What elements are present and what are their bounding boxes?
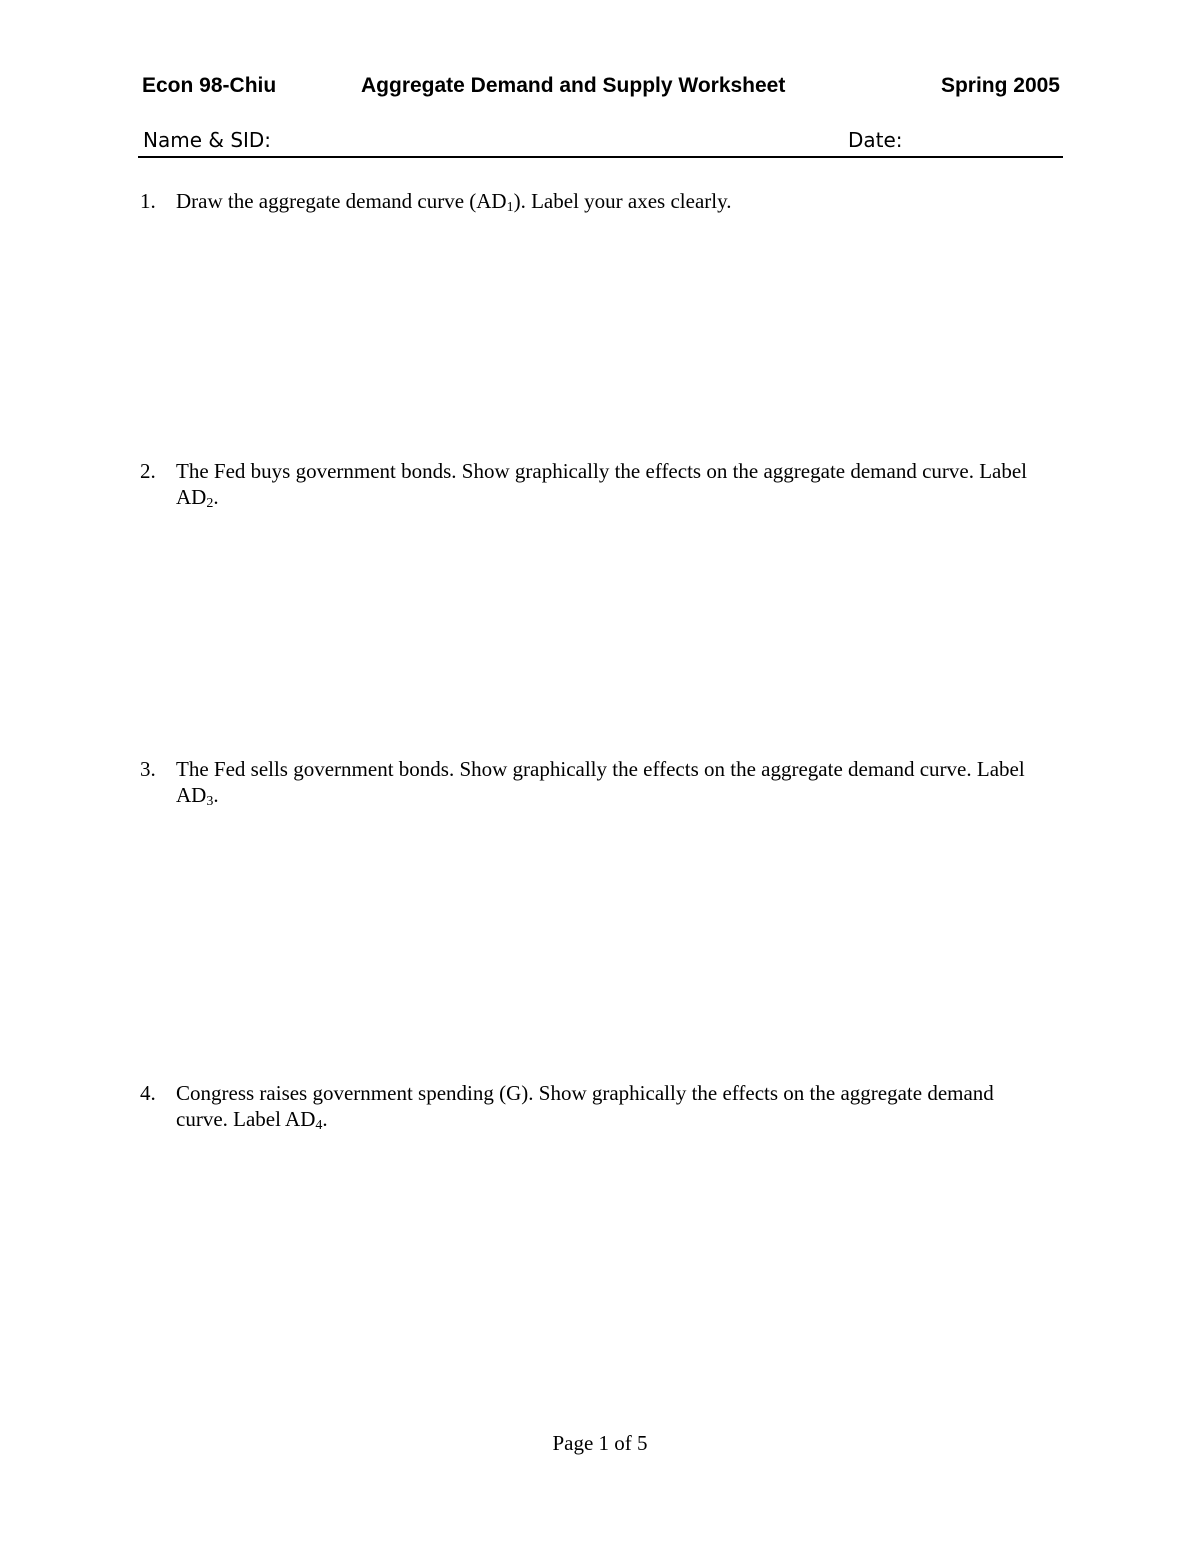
- question-text: The Fed sells government bonds. Show graphically the effects on the aggregate demand curve. Label $AD_3$.: [176, 757, 1025, 809]
- subscript: 3: [206, 794, 214, 809]
- question-text: The Fed buys government bonds. Show graphically the effects on the aggregate demand curve. Label $AD_2$.: [176, 459, 1028, 511]
- page-number: Page 1 of 5: [552, 1431, 648, 1455]
- question-number: 2.: [140, 459, 156, 483]
- question-text: Congress raises government spending (G). Show graphically the effects on the aggregate demand curve. Label $AD_4$.: [176, 1081, 994, 1133]
- worksheet-title: Aggregate Demand and Supply Worksheet: [361, 74, 786, 97]
- question-number: 4.: [140, 1081, 156, 1105]
- subscript: 2: [206, 496, 214, 511]
- question-text: Draw the aggregate demand curve $(AD_1)$. Label your axes clearly.: [176, 189, 732, 215]
- question-number: 3.: [140, 757, 156, 781]
- name-sid-label: Name & SID:: [143, 128, 272, 152]
- question-1: [140, 188, 1040, 214]
- date-label: Date:: [848, 128, 903, 152]
- question-number: 1.: [140, 189, 156, 213]
- page-header: [142, 70, 1060, 102]
- question-3: [140, 756, 1040, 808]
- term-label: Spring 2005: [940, 74, 1060, 97]
- course-name: Econ 98-Chiu: [142, 74, 277, 97]
- subscript: 1: [506, 200, 514, 215]
- subscript: 4: [315, 1118, 323, 1133]
- question-2: [140, 458, 1040, 510]
- question-4: [140, 1080, 1040, 1132]
- name-date-field[interactable]: [138, 124, 1063, 158]
